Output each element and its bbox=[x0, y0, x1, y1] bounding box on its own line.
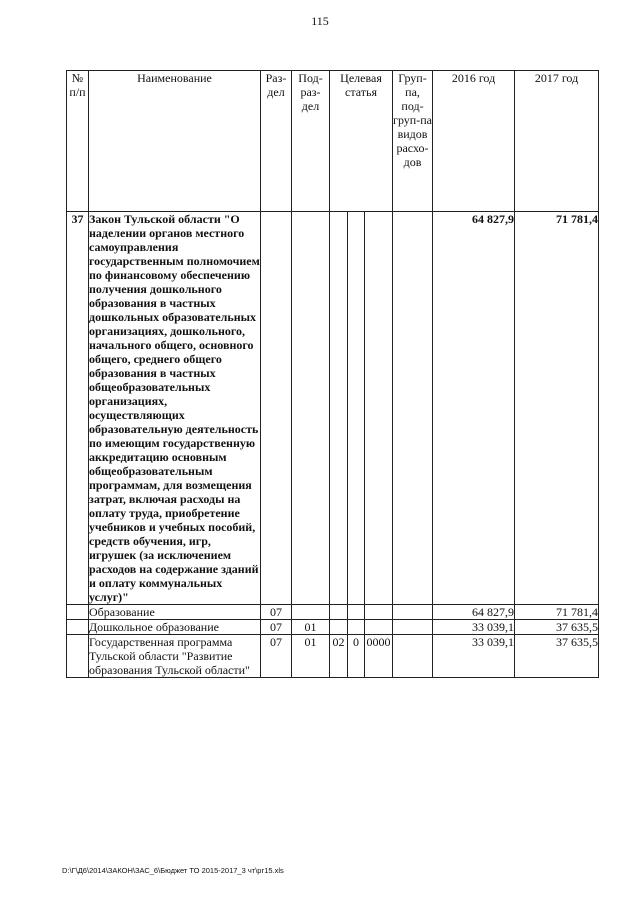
table-row bbox=[67, 635, 599, 678]
row-2016: 33 039,1 bbox=[433, 635, 515, 678]
header-2016: 2016 год bbox=[433, 71, 515, 212]
row-2016: 64 827,9 bbox=[433, 605, 515, 620]
row-2017: 71 781,4 bbox=[515, 212, 599, 605]
header-num: № п/п bbox=[67, 71, 89, 212]
table-row-law bbox=[67, 212, 599, 605]
row-group bbox=[393, 605, 433, 620]
row-razdel: 07 bbox=[261, 605, 292, 620]
row-podrazdel bbox=[292, 212, 330, 605]
row-target-3 bbox=[365, 212, 393, 605]
row-num bbox=[67, 635, 89, 678]
row-name: Образование bbox=[89, 605, 261, 620]
row-name: Закон Тульской области "О наделении органов местного самоуправления государственным полномочием по финансовому обеспечению получения дошкольного образования в частных дошкольных образовательных организациях, дошкольного, начального общего, основного общего, среднего общего образования в частных общеобразовательных организациях, осуществляющих образовательную деятельность по имеющим государственную аккредитацию основным общеобразовательным программам, для возмещения затрат, включая расходы на оплату труда, приобретение учебников и учебных пособий, средств обучения, игр, игрушек (за исключением расходов на содержание зданий и оплату коммунальных услуг)" bbox=[89, 212, 260, 604]
header-podrazdel: Под-раз-дел bbox=[292, 71, 330, 212]
row-razdel: 07 bbox=[261, 635, 292, 678]
row-2016: 33 039,1 bbox=[433, 620, 515, 635]
row-2017: 37 635,5 bbox=[515, 635, 599, 678]
row-razdel bbox=[261, 212, 292, 605]
row-podrazdel: 01 bbox=[292, 620, 330, 635]
row-podrazdel bbox=[292, 605, 330, 620]
header-2017: 2017 год bbox=[515, 71, 599, 212]
header-razdel: Раз-дел bbox=[261, 71, 292, 212]
row-group bbox=[393, 635, 433, 678]
row-2017: 71 781,4 bbox=[515, 605, 599, 620]
row-2016: 64 827,9 bbox=[433, 212, 515, 605]
row-name: Государственная программа Тульской области "Развитие образования Тульской области" bbox=[89, 635, 261, 678]
row-target-1: 02 bbox=[330, 635, 348, 678]
row-group bbox=[393, 620, 433, 635]
row-target-1 bbox=[330, 620, 348, 635]
table-header-row bbox=[67, 71, 599, 212]
table-row bbox=[67, 605, 599, 620]
row-num bbox=[67, 620, 89, 635]
row-target-2 bbox=[348, 212, 365, 605]
table-row bbox=[67, 620, 599, 635]
row-group bbox=[393, 212, 433, 605]
row-num: 37 bbox=[67, 212, 89, 605]
row-num bbox=[67, 605, 89, 620]
row-name: Дошкольное образование bbox=[89, 620, 261, 635]
row-target-1 bbox=[330, 605, 348, 620]
row-target-2 bbox=[348, 605, 365, 620]
page-number: 115 bbox=[311, 14, 329, 28]
row-2017: 37 635,5 bbox=[515, 620, 599, 635]
row-target-1 bbox=[330, 212, 348, 605]
row-razdel: 07 bbox=[261, 620, 292, 635]
budget-table bbox=[66, 70, 599, 678]
row-target-2: 0 bbox=[348, 635, 365, 678]
footer-file-path: D:\Г\Д6\2014\ЗАКОН\ЗАС_6\Бюджет ТО 2015-2017_3 чт\рг15.xls bbox=[62, 866, 284, 875]
row-target-3 bbox=[365, 620, 393, 635]
header-target: Целевая статья bbox=[330, 71, 393, 212]
row-target-3: 0000 bbox=[365, 635, 393, 678]
header-name: Наименование bbox=[89, 71, 261, 212]
row-target-3 bbox=[365, 605, 393, 620]
row-podrazdel: 01 bbox=[292, 635, 330, 678]
row-target-2 bbox=[348, 620, 365, 635]
header-group: Груп-па, под-груп-па видов расхо-дов bbox=[393, 71, 433, 212]
